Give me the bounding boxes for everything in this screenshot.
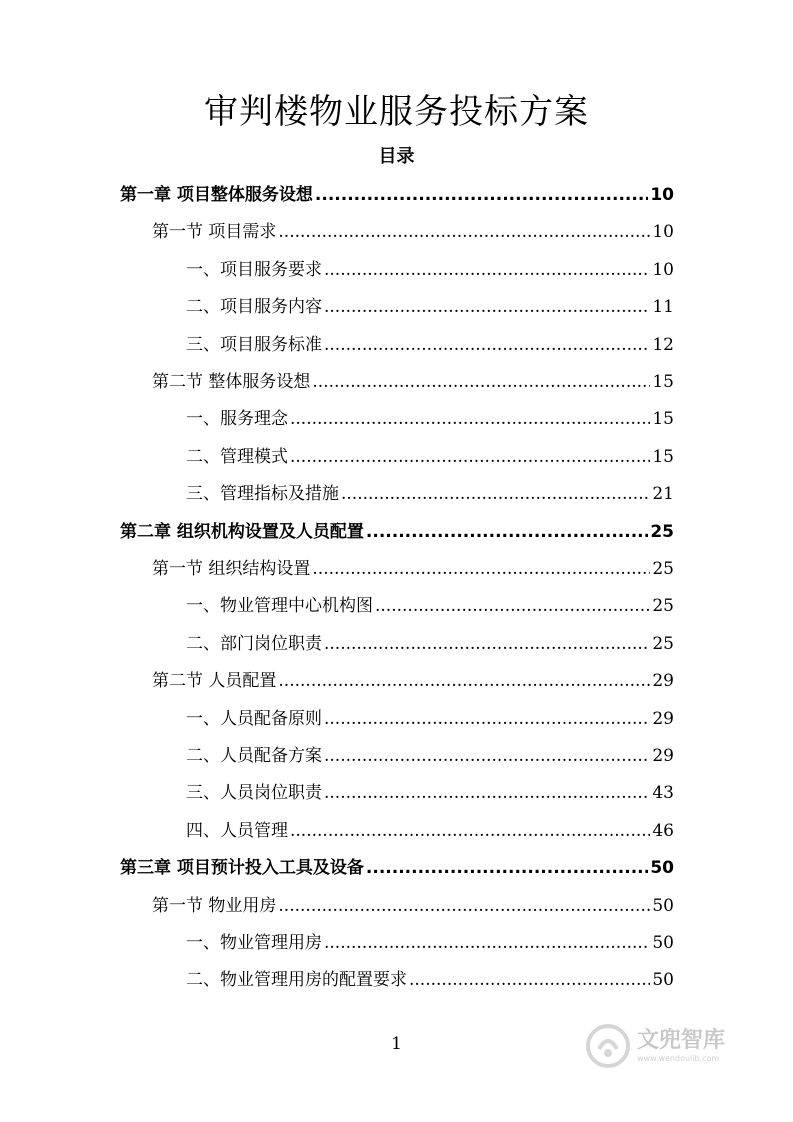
toc-entry-page: 10 xyxy=(652,222,674,243)
toc-entry[interactable] xyxy=(120,853,674,883)
toc-entry[interactable] xyxy=(120,517,674,547)
toc-leader-dots xyxy=(278,217,650,247)
toc-entry-label: 三、人员岗位职责 xyxy=(186,783,322,804)
toc-entry-page: 15 xyxy=(652,446,674,467)
toc-entry-label: 一、人员配备原则 xyxy=(186,708,322,729)
toc-entry[interactable] xyxy=(186,591,674,621)
toc-leader-dots xyxy=(324,741,650,771)
toc-entry-label: 二、人员配备方案 xyxy=(186,746,322,766)
toc-entry-label: 二、物业管理用房的配置要求 xyxy=(186,970,407,991)
toc-entry-page: 50 xyxy=(650,858,674,879)
toc-entry[interactable] xyxy=(186,965,674,995)
toc-entry-page: 43 xyxy=(652,783,674,804)
toc-entry[interactable] xyxy=(152,367,674,397)
toc-entry-page: 21 xyxy=(652,484,674,505)
toc-entry-page: 50 xyxy=(652,895,674,916)
watermark-url: www.wendoulib.com xyxy=(637,1054,720,1063)
toc-leader-dots xyxy=(324,778,650,808)
toc-entry-page: 12 xyxy=(652,334,674,355)
toc-entry[interactable] xyxy=(186,479,674,509)
toc-entry-page: 25 xyxy=(652,559,674,579)
toc-entry-label: 四、人员管理 xyxy=(186,820,288,841)
toc-entry-page: 25 xyxy=(650,521,674,542)
toc-entry-page: 25 xyxy=(652,633,674,654)
document-title: 审判楼物业服务投标方案 xyxy=(204,92,589,132)
toc-entry-page: 29 xyxy=(652,708,674,729)
toc-entry[interactable] xyxy=(152,554,674,584)
toc-entry-page: 46 xyxy=(652,820,674,841)
watermark-logo-icon xyxy=(585,1023,631,1069)
toc-entry-page: 25 xyxy=(652,596,674,617)
toc-entry-label: 第二节 人员配置 xyxy=(152,671,277,692)
toc-entry-label: 第三章 项目预计投入工具及设备 xyxy=(120,858,364,879)
toc-entry-page: 11 xyxy=(652,297,674,318)
toc-leader-dots xyxy=(324,292,650,322)
toc-entry[interactable] xyxy=(186,330,674,360)
toc-entry-label: 第一章 项目整体服务设想 xyxy=(120,185,313,205)
toc-entry-label: 二、部门岗位职责 xyxy=(186,633,322,654)
toc-leader-dots xyxy=(324,255,650,285)
toc-entry[interactable] xyxy=(152,891,674,921)
toc-entry-label: 第一节 项目需求 xyxy=(152,222,277,243)
toc-entry-label: 第二节 整体服务设想 xyxy=(152,372,311,392)
toc-leader-dots xyxy=(324,928,650,958)
toc-entry-page: 50 xyxy=(652,970,674,991)
toc-leader-dots xyxy=(324,330,650,360)
toc-entry-label: 二、管理模式 xyxy=(186,446,288,467)
toc-entry-label: 三、项目服务标准 xyxy=(186,334,322,355)
toc-entry-label: 一、物业管理中心机构图 xyxy=(186,596,373,617)
toc-entry-label: 第二章 组织机构设置及人员配置 xyxy=(120,521,364,542)
toc-entry-label: 第一节 组织结构设置 xyxy=(152,559,311,579)
toc-entry-label: 第一节 物业用房 xyxy=(152,895,277,916)
toc-entry-label: 一、服务理念 xyxy=(186,409,288,430)
toc-entry-page: 15 xyxy=(652,409,674,430)
toc-leader-dots xyxy=(375,591,650,621)
toc-leader-dots xyxy=(324,704,650,734)
toc-leader-dots xyxy=(312,554,650,584)
toc-entry[interactable] xyxy=(186,704,674,734)
toc-entry[interactable] xyxy=(152,666,674,696)
toc-entry[interactable] xyxy=(186,404,674,434)
toc-entry[interactable] xyxy=(186,928,674,958)
toc-entry[interactable] xyxy=(186,741,674,771)
toc-entry-label: 一、物业管理用房 xyxy=(186,933,322,953)
toc-leader-dots xyxy=(324,629,650,659)
toc-leader-dots xyxy=(278,666,650,696)
toc-leader-dots xyxy=(366,853,648,883)
toc-leader-dots xyxy=(366,517,648,547)
toc-entry[interactable] xyxy=(186,292,674,322)
toc-entry[interactable] xyxy=(186,442,674,472)
watermark xyxy=(585,1018,755,1074)
toc-entry[interactable] xyxy=(186,778,674,808)
toc-leader-dots xyxy=(409,965,650,995)
toc-entry[interactable] xyxy=(120,180,674,210)
toc-heading: 目录 xyxy=(378,146,415,167)
toc-entry[interactable] xyxy=(186,629,674,659)
toc-leader-dots xyxy=(278,891,650,921)
toc-entry-page: 15 xyxy=(652,372,674,392)
toc-entry-page: 29 xyxy=(652,671,674,692)
toc-leader-dots xyxy=(290,404,650,434)
toc-leader-dots xyxy=(312,367,650,397)
toc-leader-dots xyxy=(290,442,650,472)
toc-entry-page: 50 xyxy=(652,933,674,953)
toc-leader-dots xyxy=(341,479,650,509)
toc-entry-page: 10 xyxy=(650,185,674,205)
toc-leader-dots xyxy=(315,180,648,210)
toc-entry-label: 三、管理指标及措施 xyxy=(186,484,339,505)
watermark-name: 文兜智库 xyxy=(637,1028,726,1053)
toc-entry-page: 29 xyxy=(652,746,674,766)
page-number: 1 xyxy=(391,1034,402,1054)
toc-entry-label: 一、项目服务要求 xyxy=(186,259,322,280)
toc-entry[interactable] xyxy=(186,255,674,285)
toc-entry[interactable] xyxy=(152,217,674,247)
toc-entry-page: 10 xyxy=(652,259,674,280)
toc-entry-label: 二、项目服务内容 xyxy=(186,297,322,318)
toc-entry[interactable] xyxy=(186,816,674,846)
toc-leader-dots xyxy=(290,816,650,846)
